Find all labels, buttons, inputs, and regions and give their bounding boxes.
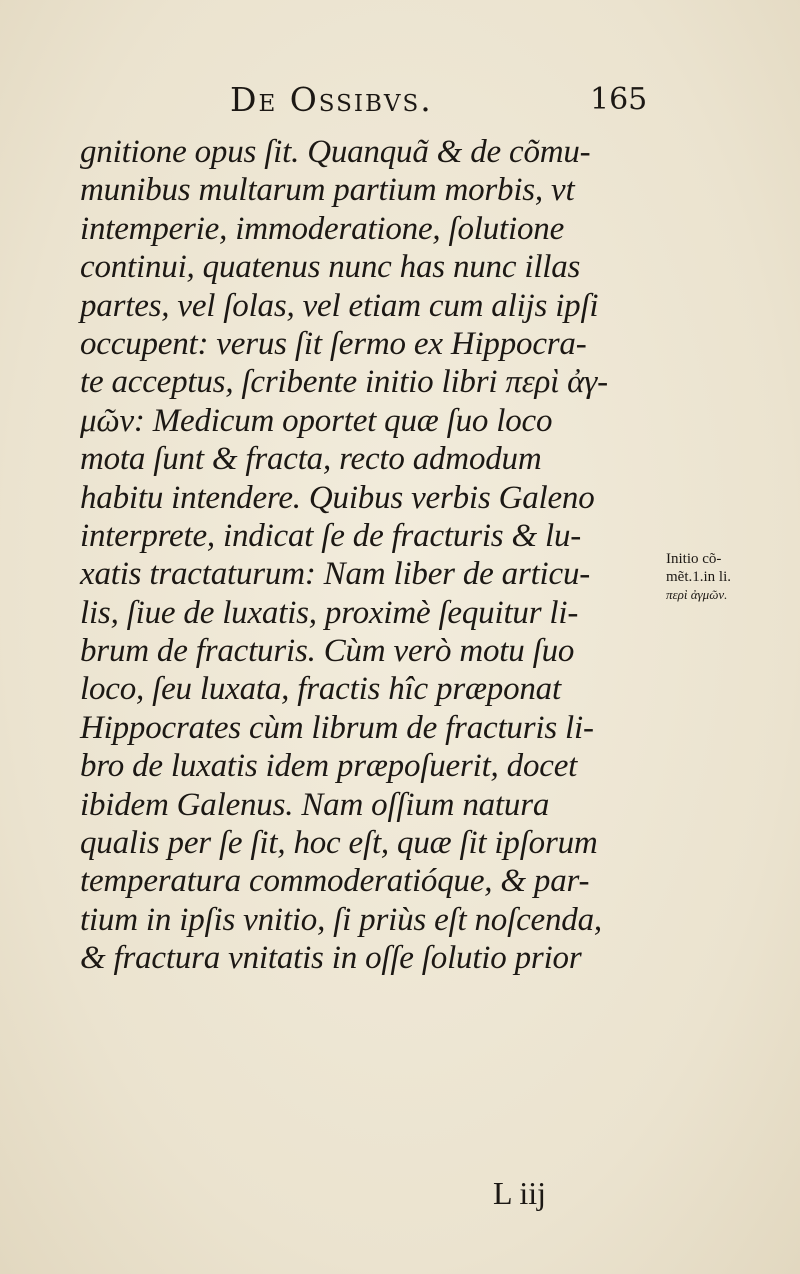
marginal-note-line: mẽt.1.in li. (666, 569, 731, 585)
text-line: ibidem Galenus. Nam oſſium natura (80, 786, 550, 823)
text-line: interprete, indicat ſe de fracturis & lu- (80, 517, 582, 554)
running-title: De Ossibvs. (230, 80, 433, 119)
text-line: bro de luxatis idem præpoſuerit, docet (80, 748, 578, 785)
text-line: qualis per ſe ſit, hoc eſt, quæ ſit ipſorum (80, 825, 598, 862)
text-line: brum de fracturis. Cùm verò motu ſuo (80, 633, 575, 670)
text-line: munibus multarum partium morbis, vt (80, 172, 575, 209)
text-line: mota ſunt & fracta, recto admodum (80, 441, 542, 478)
marginal-note-line: περὶ ἀγμῶν. (666, 587, 728, 602)
page-header (0, 80, 800, 124)
text-line: Hippocrates cùm librum de fracturis li- (80, 709, 594, 746)
text-line: continui, quatenus nunc has nunc illas (80, 249, 581, 286)
text-line: lis, ſiue de luxatis, proximè ſequitur li- (80, 594, 579, 631)
signature-mark: L iij (493, 1175, 547, 1211)
text-line: μῶν: Medicum oportet quæ ſuo loco (80, 402, 553, 439)
text-line: loco, ſeu luxata, fractis hîc præponat (80, 671, 561, 708)
text-line: habitu intendere. Quibus verbis Galeno (80, 479, 595, 516)
text-line: intemperie, immoderatione, ſolutione (80, 210, 565, 247)
text-line: partes, vel ſolas, vel etiam cum alijs ipſi (80, 287, 599, 324)
text-line: xatis tractaturum: Nam liber de articu- (80, 556, 591, 593)
marginal-note-line: Initio cõ- (666, 551, 722, 567)
text-line: temperatura commoderatióque, & par- (80, 863, 590, 900)
text-line: gnitione opus ſit. Quanquã & de cõmu- (80, 134, 591, 170)
marginal-note (666, 550, 796, 604)
main-text-block (80, 133, 680, 978)
page-number: 165 (590, 82, 648, 117)
text-line: te acceptus, ſcribente initio libri περὶ ἀγ- (80, 364, 608, 401)
text-line: tium in ipſis vnitio, ſi priùs eſt noſcenda, (80, 901, 602, 938)
text-line: & fractura vnitatis in oſſe ſolutio prior (80, 940, 582, 977)
text-line: occupent: verus ſit ſermo ex Hippocra- (80, 325, 587, 362)
